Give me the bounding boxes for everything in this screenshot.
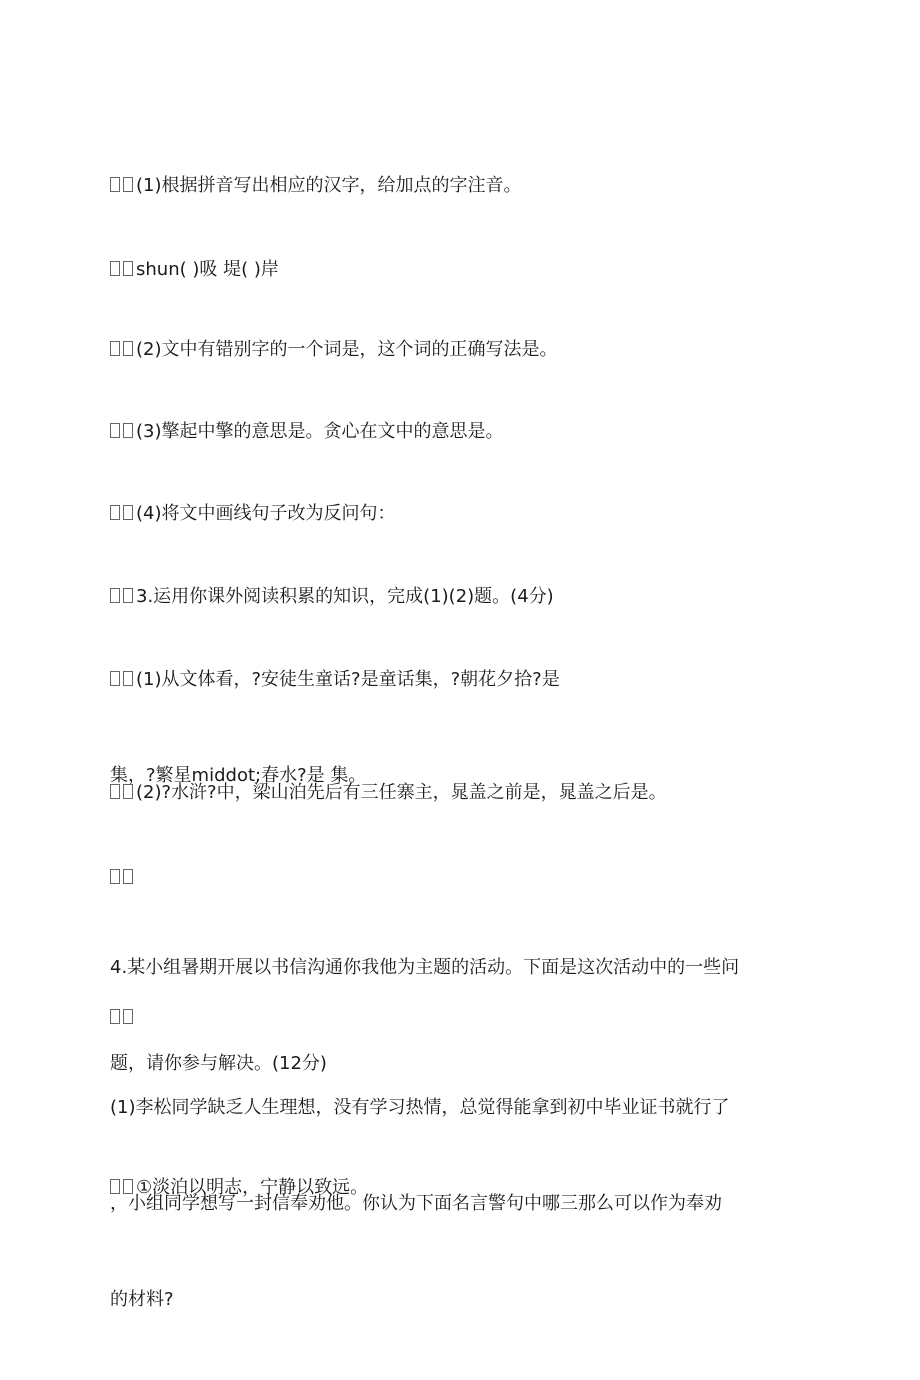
missing-glyph-icon [123,784,133,799]
missing-glyph-icon [123,869,133,884]
question-4: (4)将文中画线句子改为反问句： [110,434,810,594]
question-1-instruction: (1)根据拼音写出相应的汉字，给加点的字注音。 [110,106,810,266]
section-4-option-1: ①淡泊以明志，宁静以致远。 [110,1108,810,1268]
question-1-pinyin: shun( )吸 堤( )岸 [110,190,810,350]
section-4-heading: 4.某小组暑期开展以书信沟通你我他为主题的活动。下面是这次活动中的一些问 题，请你参与解决。(12分) [110,798,810,1144]
missing-glyph-icon [123,1009,133,1024]
question-2: (2)文中有错别字的一个词是，这个词的正确写法是。 [110,270,810,430]
missing-glyph-icon [123,671,133,686]
section-3-question-2: (2)?水浒?中，梁山泊先后有三任寨主，晁盖之前是，晁盖之后是。 [110,713,810,873]
missing-glyph-icon [110,1009,120,1024]
question-3: (3)擎起中擎的意思是。贪心在文中的意思是。 [110,352,810,512]
section-4-question-1: (1)李松同学缺乏人生理想，没有学习热情，总觉得能拿到初中毕业证书就行了 ，小组同学想写一封信奉劝他。你认为下面名言警句中哪三那么可以作为奉劝 的材料? [110,938,810,1380]
missing-glyph-icon [110,671,120,686]
missing-glyph-icon [110,784,120,799]
missing-glyph-icon [123,1179,133,1194]
section-3-heading: 3.运用你课外阅读积累的知识，完成(1)(2)题。(4分) [110,517,810,677]
section-3-question-1: (1)从文体看，?安徒生童话?是童话集，?朝花夕拾?是 集，?繁星middot;春水?是 集。 [110,669,560,786]
missing-glyph-icon [110,1179,120,1194]
missing-glyph-icon [110,869,120,884]
